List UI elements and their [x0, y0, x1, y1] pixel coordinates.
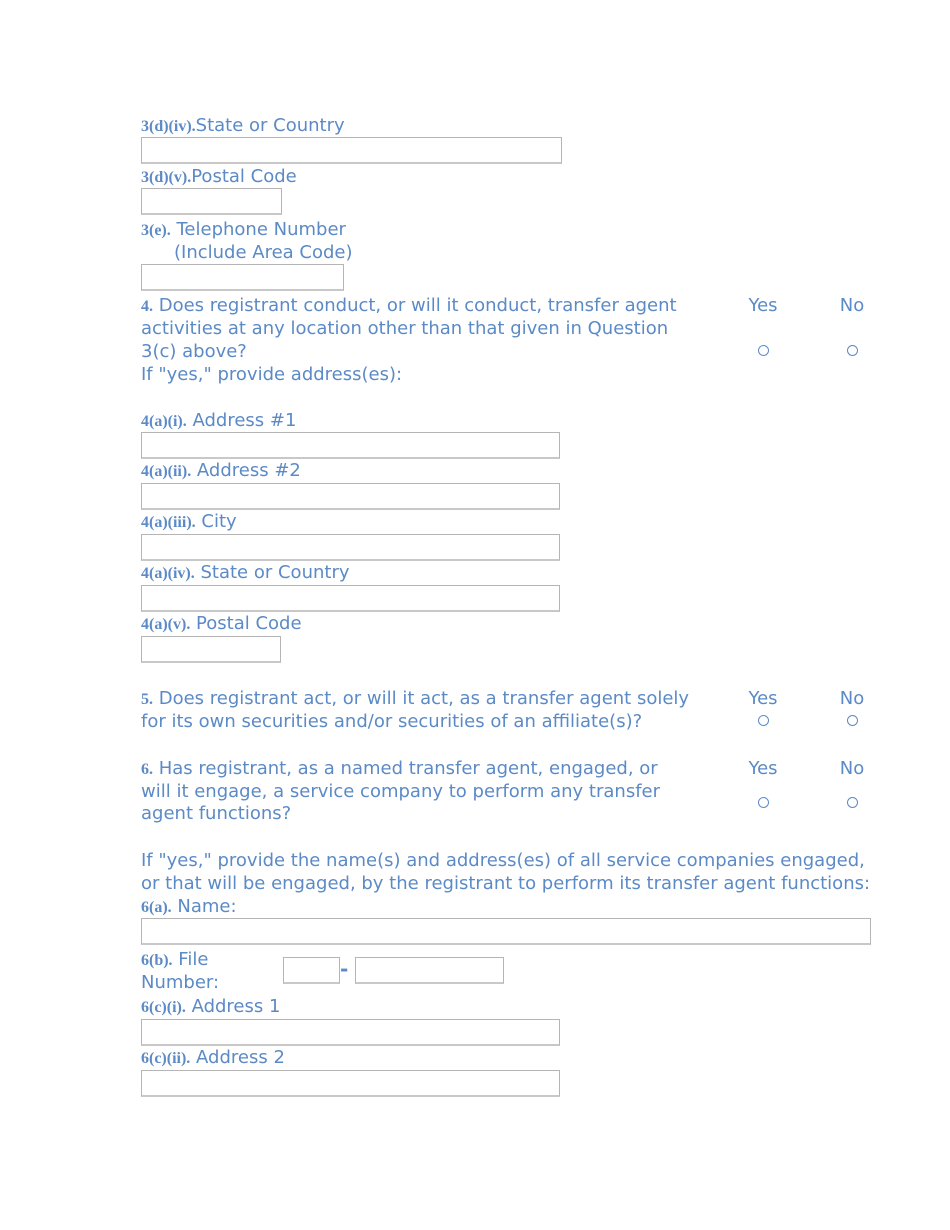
item-number: 4.: [141, 298, 153, 315]
q5-no-radio[interactable]: [847, 715, 858, 726]
label-6a: [141, 895, 237, 919]
item-label: Address 1: [185, 996, 281, 1017]
item-label: Telephone Number: [170, 219, 346, 240]
service-company-note: If "yes," provide the name(s) and address(es) of all service companies engaged,: [141, 850, 865, 871]
address-1-input[interactable]: [141, 432, 560, 459]
item-label: File: [172, 949, 209, 970]
no-label: No: [839, 758, 865, 779]
item-label: State or Country: [194, 562, 350, 583]
item-label: Name:: [171, 896, 237, 917]
q4-no-radio[interactable]: [847, 345, 858, 356]
question-line: activities at any location other than that given in Question: [141, 318, 669, 339]
item-number: 4(a)(v).: [141, 616, 191, 633]
label-4a-ii: [141, 459, 301, 483]
q6-no-radio[interactable]: [847, 797, 858, 808]
no-label: No: [839, 688, 865, 709]
state-or-country-input[interactable]: [141, 137, 562, 164]
file-number-dash: -: [340, 957, 349, 981]
file-number-suffix-input[interactable]: [355, 957, 504, 984]
no-label: No: [839, 295, 865, 316]
q6-yes-radio[interactable]: [758, 797, 769, 808]
question-line: agent functions?: [141, 803, 292, 824]
item-label: Postal Code: [191, 166, 297, 187]
location-state-or-country-input[interactable]: [141, 585, 560, 612]
label-3d-v: [141, 165, 297, 189]
item-number: 4(a)(iii).: [141, 514, 196, 531]
question-line: Has registrant, as a named transfer agent, engaged, or: [153, 758, 658, 779]
question-line: Does registrant conduct, or will it conduct, transfer agent: [153, 295, 677, 316]
item-number: 4(a)(i).: [141, 413, 187, 430]
label-6b-line2: Number:: [141, 972, 220, 993]
question-6-text: [141, 757, 658, 781]
label-4a-i: [141, 409, 296, 433]
item-number: 6(c)(ii).: [141, 1050, 191, 1067]
item-number: 4(a)(ii).: [141, 463, 192, 480]
service-company-name-input[interactable]: [141, 918, 871, 945]
item-label: Postal Code: [190, 613, 302, 634]
label-3e: [141, 218, 346, 242]
label-6b: [141, 948, 208, 972]
item-number: 6.: [141, 761, 153, 778]
location-postal-code-input[interactable]: [141, 636, 281, 663]
label-6c-i: [141, 995, 280, 1019]
item-label: Address 2: [190, 1047, 285, 1068]
label-4a-iv: [141, 561, 350, 585]
question-4-text: [141, 294, 677, 318]
item-number: 5.: [141, 691, 153, 708]
item-label: City: [195, 511, 237, 532]
address-2-input[interactable]: [141, 483, 560, 510]
item-number: 6(c)(i).: [141, 999, 186, 1016]
yes-label: Yes: [748, 688, 778, 709]
item-number: 6(b).: [141, 952, 173, 969]
yes-label: Yes: [748, 295, 778, 316]
item-number: 3(e).: [141, 222, 171, 239]
postal-code-input[interactable]: [141, 188, 282, 215]
question-line: will it engage, a service company to perform any transfer: [141, 781, 661, 802]
label-3e-sub: (Include Area Code): [174, 242, 353, 263]
item-label: Address #2: [191, 460, 301, 481]
item-number: 6(a).: [141, 899, 172, 916]
question-line: for its own securities and/or securities of an affiliate(s)?: [141, 711, 643, 732]
city-input[interactable]: [141, 534, 560, 561]
question-5-text: [141, 687, 689, 711]
item-number: 4(a)(iv).: [141, 565, 195, 582]
service-address-1-input[interactable]: [141, 1019, 560, 1046]
file-number-prefix-input[interactable]: [283, 957, 340, 984]
service-company-note: or that will be engaged, by the registrant to perform its transfer agent functions:: [141, 873, 871, 894]
service-address-2-input[interactable]: [141, 1070, 560, 1097]
label-4a-v: [141, 612, 302, 636]
q4-yes-radio[interactable]: [758, 345, 769, 356]
item-label: Address #1: [186, 410, 297, 431]
question-line: If "yes," provide address(es):: [141, 364, 403, 385]
label-3d-iv: [141, 114, 345, 138]
label-6c-ii: [141, 1046, 285, 1070]
item-number: 3(d)(iv).: [141, 118, 196, 135]
yes-label: Yes: [748, 758, 778, 779]
item-number: 3(d)(v).: [141, 169, 192, 186]
q5-yes-radio[interactable]: [758, 715, 769, 726]
label-4a-iii: [141, 510, 237, 534]
question-line: 3(c) above?: [141, 341, 247, 362]
telephone-number-input[interactable]: [141, 264, 344, 291]
question-line: Does registrant act, or will it act, as a transfer agent solely: [153, 688, 690, 709]
item-label: State or Country: [195, 115, 345, 136]
